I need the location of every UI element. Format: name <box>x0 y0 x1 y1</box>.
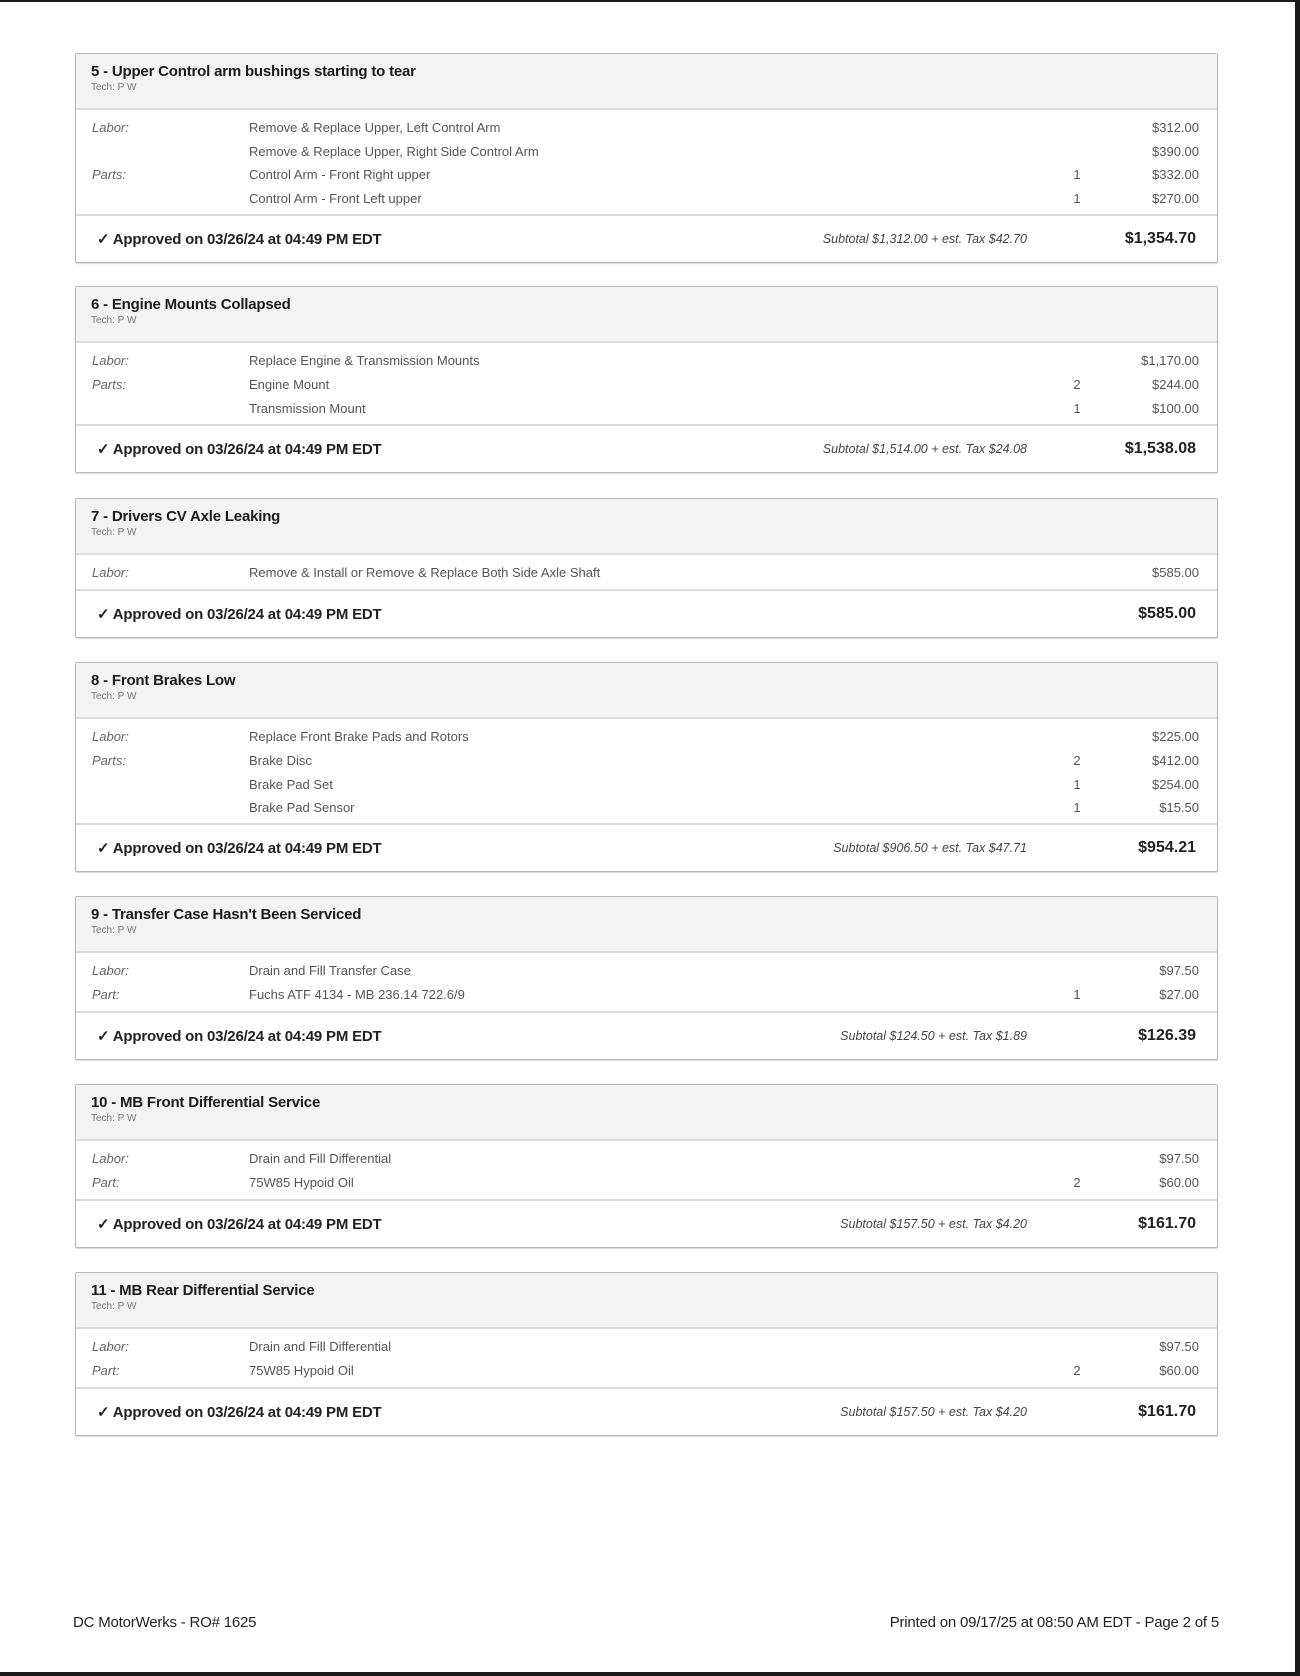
approval-status: ✓ Approved on 03/26/24 at 04:49 PM EDT <box>97 1404 382 1421</box>
subtotal-tax: Subtotal $1,312.00 + est. Tax $42.70 <box>822 232 1027 246</box>
line-item <box>76 561 1217 585</box>
line-price: $60.00 <box>1159 1363 1199 1378</box>
line-price: $312.00 <box>1152 120 1199 135</box>
job-approval-bar <box>76 1201 1217 1247</box>
line-description: Drain and Fill Transfer Case <box>249 963 411 978</box>
line-description: Replace Front Brake Pads and Rotors <box>249 729 469 744</box>
job-title: 11 - MB Rear Differential Service <box>91 1282 315 1299</box>
line-description: Drain and Fill Differential <box>249 1339 392 1354</box>
line-item <box>76 1335 1217 1359</box>
job-tech: Tech: P W <box>91 527 137 538</box>
job-header <box>76 287 1217 343</box>
subtotal-tax: Subtotal $157.50 + est. Tax $4.20 <box>840 1217 1027 1231</box>
job-total: $954.21 <box>1138 839 1196 856</box>
job-title: 10 - MB Front Differential Service <box>91 1094 321 1111</box>
line-label: Parts: <box>92 377 126 392</box>
line-item <box>76 116 1217 140</box>
job-card <box>75 53 1218 263</box>
job-header <box>76 54 1217 110</box>
job-tech: Tech: P W <box>91 315 137 326</box>
subtotal-tax: Subtotal $124.50 + est. Tax $1.89 <box>840 1029 1027 1043</box>
job-total: $1,538.08 <box>1124 440 1196 457</box>
job-title: 7 - Drivers CV Axle Leaking <box>91 508 281 525</box>
line-price: $97.50 <box>1159 1339 1199 1354</box>
line-item <box>76 373 1217 397</box>
line-price: $390.00 <box>1152 144 1199 159</box>
job-approval-bar <box>76 216 1217 262</box>
line-item <box>76 163 1217 187</box>
line-price: $27.00 <box>1159 987 1199 1002</box>
job-total: $1,354.70 <box>1124 230 1196 247</box>
job-line-items <box>76 1329 1217 1389</box>
job-tech: Tech: P W <box>91 82 137 93</box>
line-label: Part: <box>92 1363 120 1378</box>
line-label: Labor: <box>92 729 129 744</box>
line-price: $332.00 <box>1152 167 1199 182</box>
approval-status: ✓ Approved on 03/26/24 at 04:49 PM EDT <box>97 441 382 458</box>
line-quantity: 2 <box>1073 1363 1081 1378</box>
line-quantity: 1 <box>1073 191 1081 206</box>
line-description: 75W85 Hypoid Oil <box>249 1175 354 1190</box>
line-price: $585.00 <box>1152 565 1199 580</box>
line-item <box>76 1171 1217 1195</box>
job-header <box>76 1273 1217 1329</box>
line-item <box>76 725 1217 749</box>
line-label: Part: <box>92 987 120 1002</box>
job-card <box>75 286 1218 473</box>
job-card <box>75 498 1218 638</box>
line-price: $254.00 <box>1152 777 1199 792</box>
line-price: $225.00 <box>1152 729 1199 744</box>
line-quantity: 2 <box>1073 377 1081 392</box>
job-title: 5 - Upper Control arm bushings starting to tear <box>91 63 416 80</box>
line-label: Labor: <box>92 353 129 368</box>
line-price: $15.50 <box>1159 800 1199 815</box>
page-frame-right <box>1295 0 1300 1676</box>
line-price: $97.50 <box>1159 1151 1199 1166</box>
line-price: $60.00 <box>1159 1175 1199 1190</box>
job-line-items <box>76 343 1217 426</box>
line-price: $270.00 <box>1152 191 1199 206</box>
line-description: 75W85 Hypoid Oil <box>249 1363 354 1378</box>
job-header <box>76 897 1217 953</box>
line-price: $1,170.00 <box>1141 353 1199 368</box>
job-line-items <box>76 555 1217 591</box>
page-frame-top <box>0 0 1300 2</box>
job-tech: Tech: P W <box>91 925 137 936</box>
line-description: Fuchs ATF 4134 - MB 236.14 722.6/9 <box>249 987 465 1002</box>
line-description: Brake Pad Set <box>249 777 333 792</box>
approval-status: ✓ Approved on 03/26/24 at 04:49 PM EDT <box>97 1028 382 1045</box>
line-item <box>76 959 1217 983</box>
job-card <box>75 1272 1218 1436</box>
line-item <box>76 187 1217 210</box>
job-title: 9 - Transfer Case Hasn't Been Serviced <box>91 906 362 923</box>
job-tech: Tech: P W <box>91 1113 137 1124</box>
job-title: 8 - Front Brakes Low <box>91 672 236 689</box>
job-header <box>76 663 1217 719</box>
line-description: Control Arm - Front Left upper <box>249 191 422 206</box>
job-approval-bar <box>76 426 1217 472</box>
job-header <box>76 499 1217 555</box>
line-item <box>76 140 1217 163</box>
job-tech: Tech: P W <box>91 1301 137 1312</box>
job-total: $161.70 <box>1138 1215 1196 1232</box>
job-total: $126.39 <box>1138 1027 1196 1044</box>
approval-status: ✓ Approved on 03/26/24 at 04:49 PM EDT <box>97 840 382 857</box>
line-description: Remove & Replace Upper, Left Control Arm <box>249 120 501 135</box>
line-label: Labor: <box>92 963 129 978</box>
line-price: $100.00 <box>1152 401 1199 416</box>
job-approval-bar <box>76 1013 1217 1059</box>
footer-shop-ro: DC MotorWerks - RO# 1625 <box>73 1614 257 1631</box>
page-frame-bottom <box>0 1672 1300 1676</box>
job-total: $585.00 <box>1138 605 1196 622</box>
job-tech: Tech: P W <box>91 691 137 702</box>
line-description: Brake Disc <box>249 753 312 768</box>
job-header <box>76 1085 1217 1141</box>
job-total: $161.70 <box>1138 1403 1196 1420</box>
subtotal-tax: Subtotal $906.50 + est. Tax $47.71 <box>833 841 1027 855</box>
approval-status: ✓ Approved on 03/26/24 at 04:49 PM EDT <box>97 231 382 248</box>
job-title: 6 - Engine Mounts Collapsed <box>91 296 291 313</box>
line-label: Part: <box>92 1175 120 1190</box>
line-item <box>76 773 1217 796</box>
job-line-items <box>76 1141 1217 1201</box>
line-quantity: 1 <box>1073 401 1081 416</box>
job-card <box>75 662 1218 872</box>
job-card <box>75 1084 1218 1248</box>
job-line-items <box>76 719 1217 825</box>
line-quantity: 1 <box>1073 987 1081 1002</box>
line-label: Labor: <box>92 565 129 580</box>
subtotal-tax: Subtotal $157.50 + est. Tax $4.20 <box>840 1405 1027 1419</box>
line-item <box>76 1359 1217 1383</box>
job-card <box>75 896 1218 1060</box>
line-description: Control Arm - Front Right upper <box>249 167 431 182</box>
line-item <box>76 749 1217 773</box>
line-quantity: 1 <box>1073 167 1081 182</box>
line-item <box>76 349 1217 373</box>
line-item <box>76 983 1217 1007</box>
job-line-items <box>76 953 1217 1013</box>
line-label: Parts: <box>92 167 126 182</box>
footer-printed-page: Printed on 09/17/25 at 08:50 AM EDT - Page 2 of 5 <box>889 1614 1219 1631</box>
line-item <box>76 796 1217 819</box>
line-quantity: 1 <box>1073 800 1081 815</box>
line-item <box>76 397 1217 420</box>
line-quantity: 2 <box>1073 1175 1081 1190</box>
line-description: Drain and Fill Differential <box>249 1151 392 1166</box>
line-label: Parts: <box>92 753 126 768</box>
line-description: Brake Pad Sensor <box>249 800 355 815</box>
line-price: $244.00 <box>1152 377 1199 392</box>
line-description: Remove & Replace Upper, Right Side Control Arm <box>249 144 539 159</box>
line-price: $97.50 <box>1159 963 1199 978</box>
line-description: Engine Mount <box>249 377 330 392</box>
line-item <box>76 1147 1217 1171</box>
job-approval-bar <box>76 1389 1217 1435</box>
line-description: Transmission Mount <box>249 401 366 416</box>
job-approval-bar <box>76 591 1217 637</box>
line-quantity: 2 <box>1073 753 1081 768</box>
job-approval-bar <box>76 825 1217 871</box>
approval-status: ✓ Approved on 03/26/24 at 04:49 PM EDT <box>97 606 382 623</box>
line-price: $412.00 <box>1152 753 1199 768</box>
line-label: Labor: <box>92 1339 129 1354</box>
line-description: Remove & Install or Remove & Replace Both Side Axle Shaft <box>249 565 601 580</box>
job-line-items <box>76 110 1217 216</box>
line-description: Replace Engine & Transmission Mounts <box>249 353 480 368</box>
line-label: Labor: <box>92 120 129 135</box>
line-label: Labor: <box>92 1151 129 1166</box>
subtotal-tax: Subtotal $1,514.00 + est. Tax $24.08 <box>822 442 1027 456</box>
approval-status: ✓ Approved on 03/26/24 at 04:49 PM EDT <box>97 1216 382 1233</box>
line-quantity: 1 <box>1073 777 1081 792</box>
